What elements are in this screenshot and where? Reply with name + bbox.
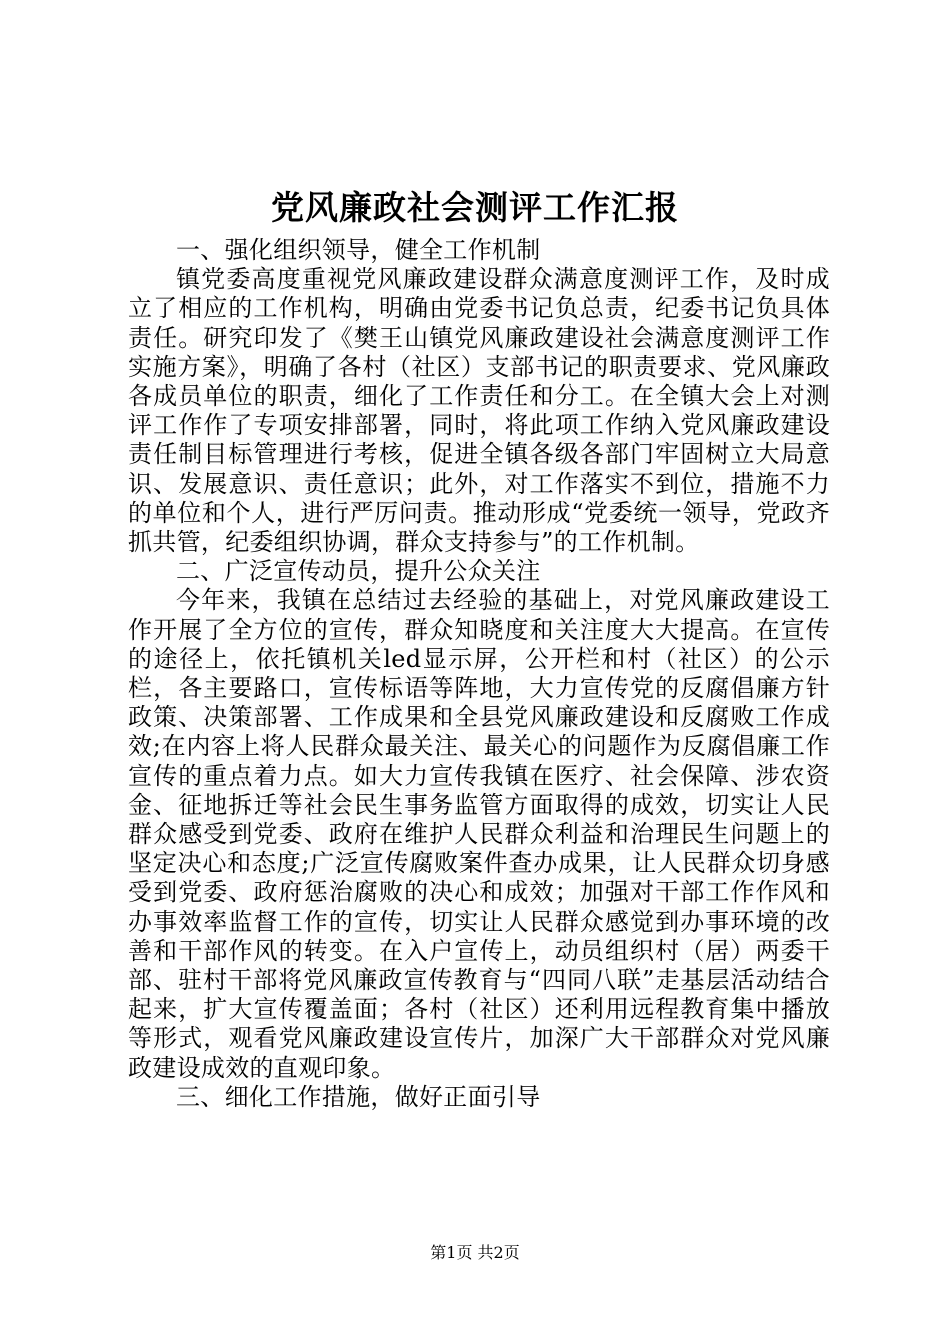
document-title: 党风廉政社会测评工作汇报 [271,188,679,227]
section-paragraph-1: 镇党委高度重视党风廉政建设群众满意度测评工作，及时成立了相应的工作机构，明确由党委书记负总责，纪委书记负具体责任。研究印发了《樊王山镇党风廉政建设社会满意度测评工作实施方案》，明确了各村（社区）支部书记的职责要求、党风廉政各成员单位的职责，细化了工作责任和分工。在全镇大会上对测评工作作了专项安排部署，同时，将此项工作纳入党风廉政建设责任制目标管理进行考核，促进全镇各级各部门牢固树立大局意识、发展意识、责任意识；此外，对工作落实不到位，措施不力的单位和个人，进行严厉问责。推动形成“党委统一领导，党政齐抓共管，纪委组织协调，群众支持参与”的工作机制。 [128,265,830,557]
document-body [128,236,830,1112]
section-heading-2: 二、广泛宣传动员，提升公众关注 [176,557,541,586]
page-footer: 第1页 共2页 [430,1243,520,1262]
section-paragraph-2: 今年来，我镇在总结过去经验的基础上，对党风廉政建设工作开展了全方位的宣传，群众知晓度和关注度大大提高。在宣传的途径上，依托镇机关led显示屏，公开栏和村（社区）的公示栏，各主要路口，宣传标语等阵地，大力宣传党的反腐倡廉方针政策、决策部署、工作成果和全县党风廉政建设和反腐败工作成效;在内容上将人民群众最关注、最关心的问题作为反腐倡廉工作宣传的重点着力点。如大力宣传我镇在医疗、社会保障、涉农资金、征地拆迁等社会民生事务监管方面取得的成效，切实让人民群众感受到党委、政府在维护人民群众利益和治理民生问题上的坚定决心和态度;广泛宣传腐败案件查办成果，让人民群众切身感受到党委、政府惩治腐败的决心和成效；加强对干部工作作风和办事效率监督工作的宣传，切实让人民群众感觉到办事环境的改善和干部作风的转变。在入户宣传上，动员组织村（居）两委干部、驻村干部将党风廉政宣传教育与“四同八联”走基层活动结合起来，扩大宣传覆盖面；各村（社区）还利用远程教育集中播放等形式，观看党风廉政建设宣传片，加深广大干部群众对党风廉政建设成效的直观印象。 [128,586,830,1082]
section-heading-1: 一、强化组织领导，健全工作机制 [176,236,541,264]
section-heading-3: 三、细化工作措施，做好正面引导 [176,1082,541,1111]
